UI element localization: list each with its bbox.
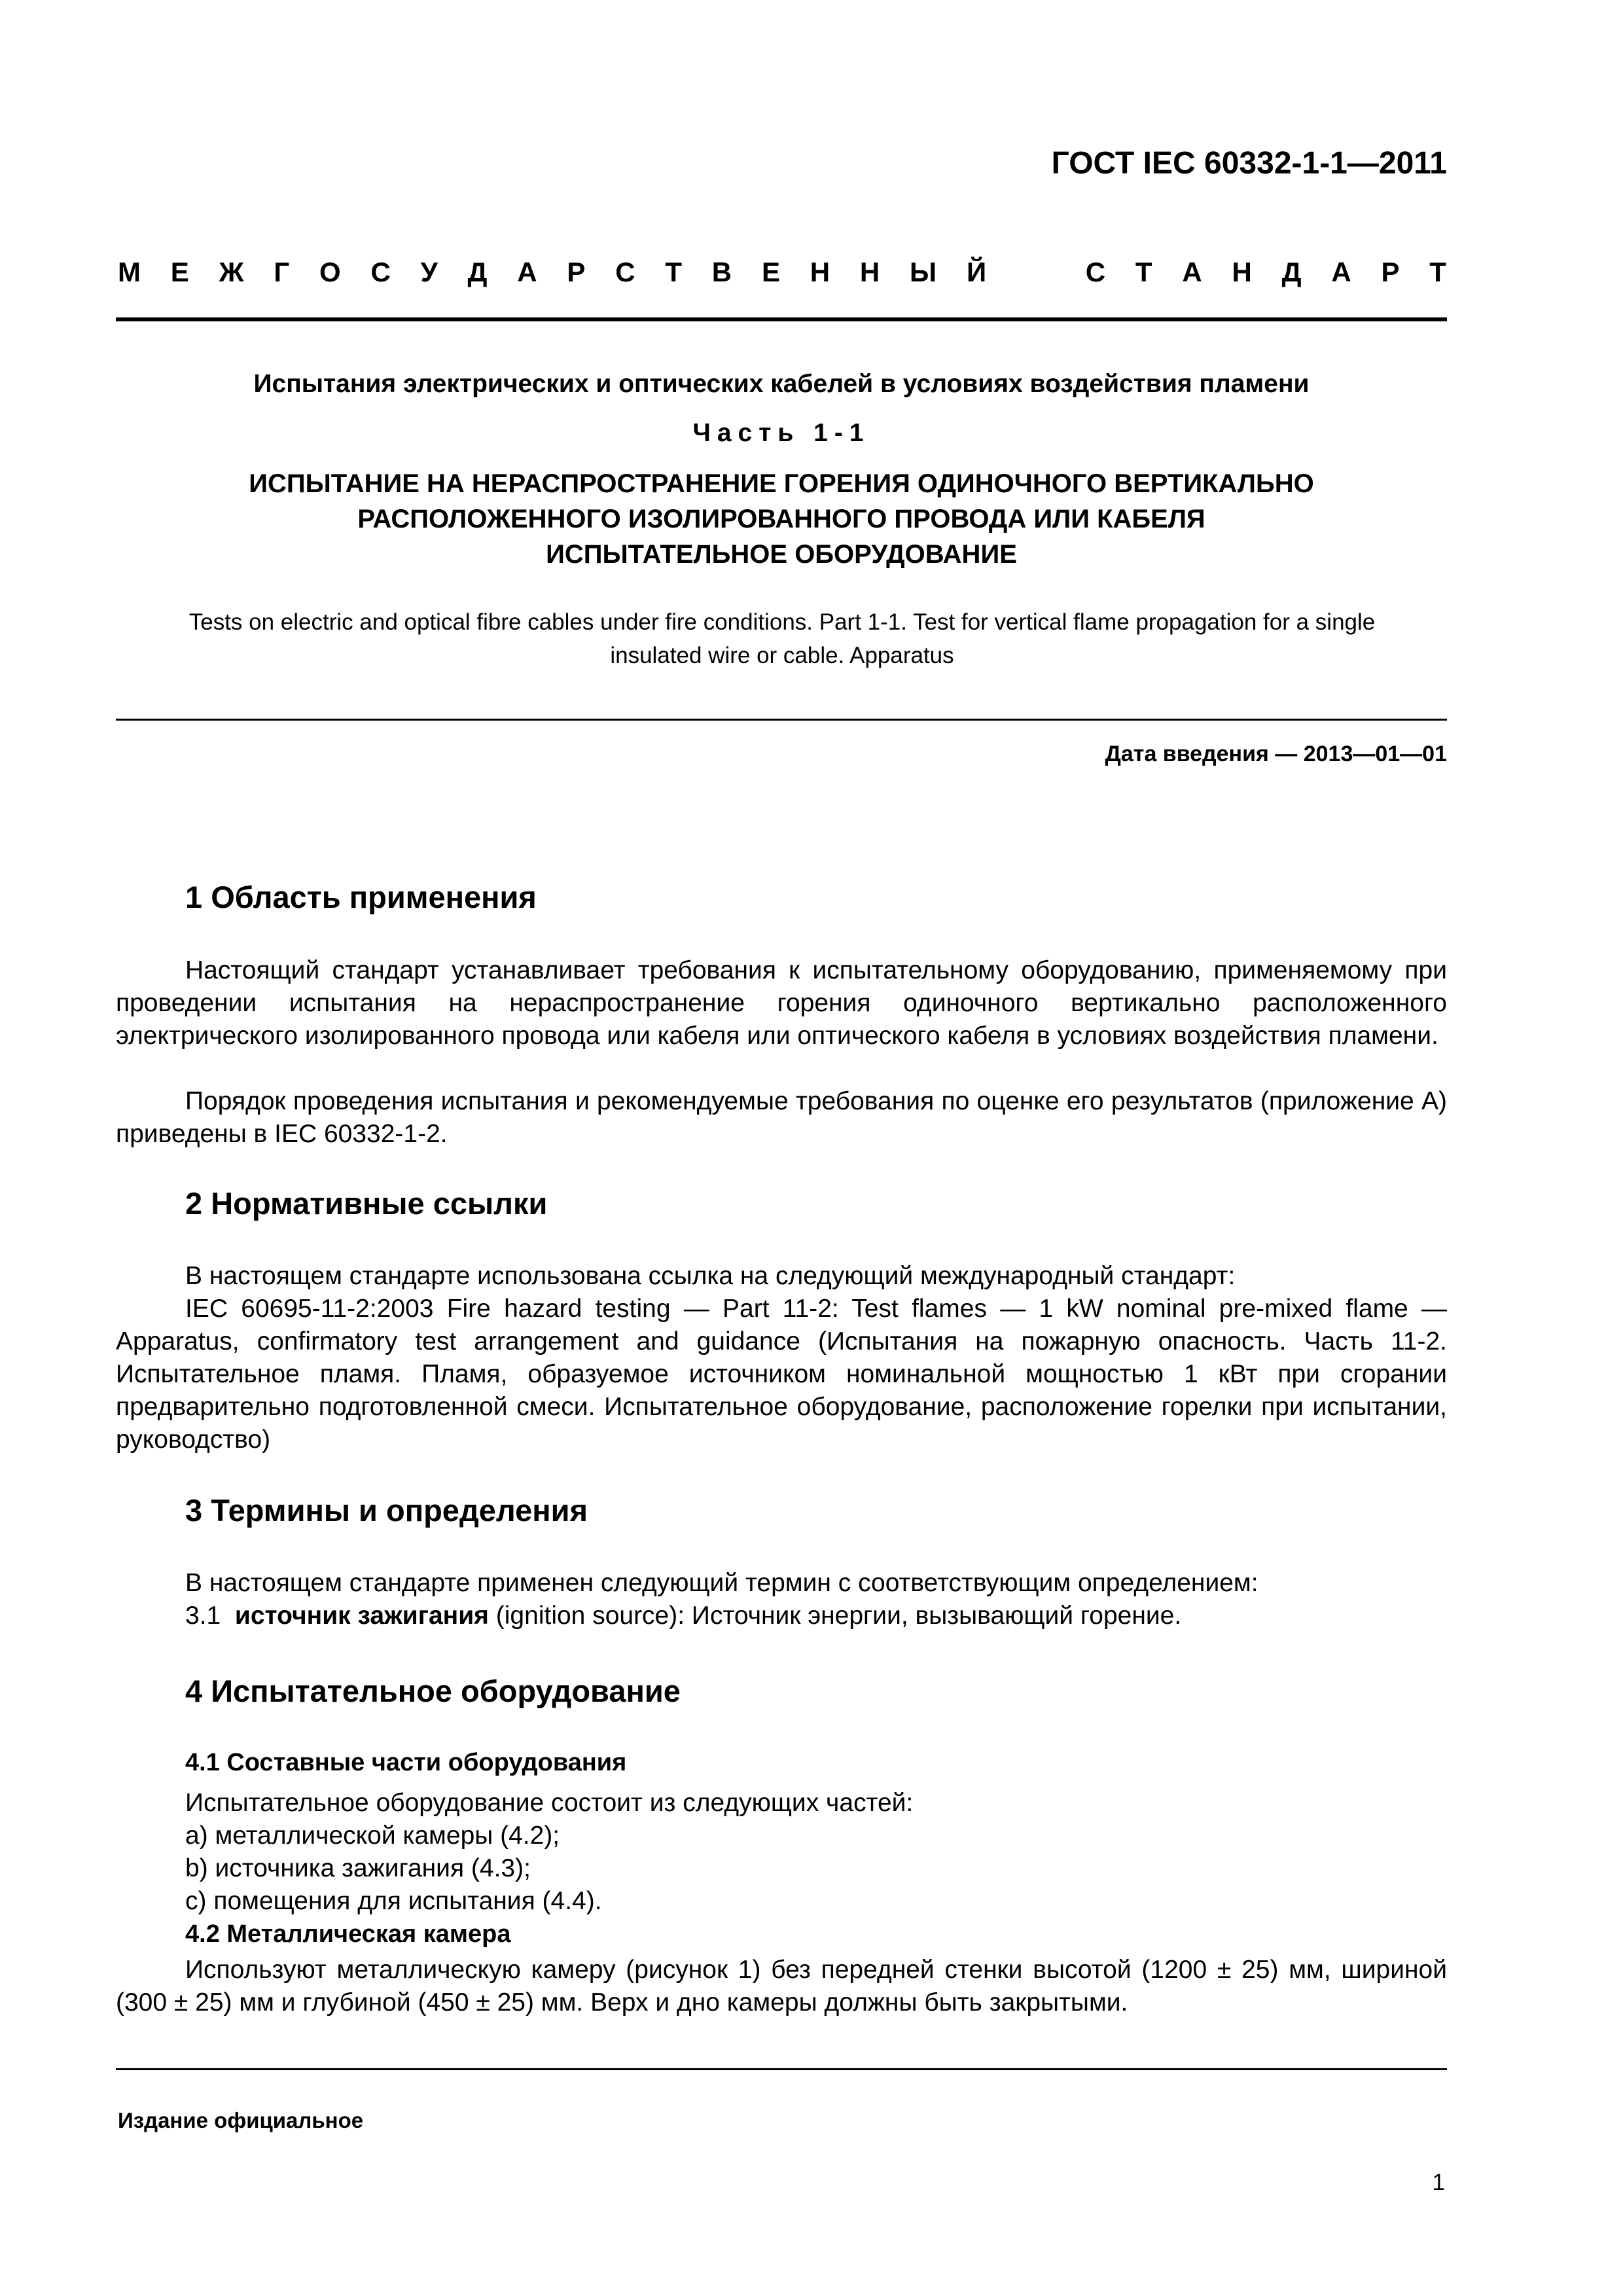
kind-letter: А xyxy=(1182,257,1202,287)
term-definition xyxy=(185,1600,1181,1632)
scope-paragraph: Порядок проведения испытания и рекомендуемые требования по оценке его результатов (приложение А) приведены в IEC 60332-1-2. xyxy=(116,1087,1447,1148)
page-number: 1 xyxy=(1432,2170,1445,2195)
kind-letter: Т xyxy=(1135,257,1152,287)
kind-letter: У xyxy=(420,257,438,287)
kind-letter: Й xyxy=(966,257,987,287)
term-name: источник зажигания xyxy=(234,1602,489,1630)
kind-letter: Н xyxy=(810,257,830,287)
terms-paragraph: В настоящем стандарте применен следующий термин с соответствующим определением: xyxy=(185,1569,1258,1597)
kind-letter: Е xyxy=(170,257,189,287)
kind-letter: Ы xyxy=(910,257,937,287)
references-paragraph: IEC 60695-11-2:2003 Fire hazard testing — Part 11-2: Test flames — 1 kW nominal pre-mixed flame — Apparatus, confirmatory test arrangement and guidance (Испытания на пожарную опасность. Часть 11-2. Испытательное пламя. Пламя, образуемое источником номинальной мощностью 1 кВт при сгорании предварительно подготовленной смеси. Испытательное оборудование, расположение горелки при испытании, руководство) xyxy=(116,1295,1447,1454)
standard-kind-heading xyxy=(118,257,1446,288)
kind-letter: Р xyxy=(567,257,586,287)
references-paragraph: В настоящем стандарте использована ссылка на следующий международный стандарт: xyxy=(185,1262,1236,1290)
word-gap xyxy=(1016,257,1056,288)
document-title: Испытания электрических и оптических кабелей в условиях воздействия пламени xyxy=(253,370,1310,398)
kind-letter: С xyxy=(615,257,635,287)
kind-letter: Ж xyxy=(219,257,244,287)
kind-letter: М xyxy=(118,257,141,287)
kind-letter: Р xyxy=(1381,257,1400,287)
part-label: Часть 1-1 xyxy=(692,419,870,447)
standard-number: ГОСТ IEC 60332-1-1—2011 xyxy=(1051,146,1447,181)
english-title xyxy=(124,605,1440,672)
kind-letter: Г xyxy=(274,257,290,287)
kind-letter: В xyxy=(711,257,732,287)
kind-letter: Д xyxy=(467,257,488,287)
part-title-line: ИСПЫТАНИЕ НА НЕРАСПРОСТРАНЕНИЕ ГОРЕНИЯ ОДИНОЧНОГО ВЕРТИКАЛЬНО xyxy=(249,469,1314,498)
apparatus-intro: Испытательное оборудование состоит из следующих частей: xyxy=(185,1789,914,1817)
kind-letter: А xyxy=(517,257,537,287)
term-text: (ignition source): Источник энергии, вызывающий горение. xyxy=(495,1602,1182,1630)
kind-letter: Т xyxy=(1429,257,1446,287)
kind-letter: Н xyxy=(859,257,880,287)
scope-paragraph: Настоящий стандарт устанавливает требования к испытательному оборудованию, применяемому при проведении испытания на нераспространение горения одиночного вертикально расположенного электрического изолированного провода или кабеля или оптического кабеля в условиях воздействия пламени. xyxy=(116,956,1447,1050)
part-title xyxy=(116,466,1447,572)
section-heading-apparatus: 4 Испытательное оборудование xyxy=(185,1674,681,1708)
section-heading-normative-references: 2 Нормативные ссылки xyxy=(185,1186,548,1221)
kind-letter: О xyxy=(319,257,341,287)
part-title-line: РАСПОЛОЖЕННОГО ИЗОЛИРОВАННОГО ПРОВОДА ИЛИ КАБЕЛЯ xyxy=(357,505,1205,533)
chamber-paragraph: Используют металлическую камеру (рисунок 1) без передней стенки высотой (1200 ± 25) мм, шириной (300 ± 25) мм и глубиной (450 ± 25) мм. Верх и дно камеры должны быть закрытыми. xyxy=(116,1956,1447,2017)
edition-note: Издание официальное xyxy=(118,2108,364,2132)
kind-letter: А xyxy=(1331,257,1351,287)
kind-letter: Т xyxy=(665,257,682,287)
list-item: с) помещения для испытания (4.4). xyxy=(185,1887,602,1915)
section-heading-terms: 3 Термины и определения xyxy=(185,1493,588,1528)
subsection-heading: 4.2 Металлическая камера xyxy=(185,1920,511,1948)
introduction-date: Дата введения — 2013—01—01 xyxy=(1105,742,1447,766)
title-rule xyxy=(116,719,1447,721)
footer-rule xyxy=(116,2068,1447,2070)
list-item: а) металлической камеры (4.2); xyxy=(185,1821,560,1850)
list-item: b) источника зажигания (4.3); xyxy=(185,1854,531,1882)
header-rule xyxy=(116,317,1447,321)
part-title-line: ИСПЫТАТЕЛЬНОЕ ОБОРУДОВАНИЕ xyxy=(546,540,1017,569)
kind-letter: Н xyxy=(1232,257,1252,287)
section-heading-scope: 1 Область применения xyxy=(185,880,537,914)
kind-letter: Д xyxy=(1281,257,1302,287)
kind-letter: С xyxy=(1085,257,1106,287)
english-title-line: Tests on electric and optical fibre cables under fire conditions. Part 1-1. Test for vertical flame propagation for a single xyxy=(188,609,1376,635)
kind-letter: Е xyxy=(761,257,780,287)
subsection-heading: 4.1 Составные части оборудования xyxy=(185,1749,627,1776)
term-number: 3.1 xyxy=(185,1602,221,1630)
kind-letter: С xyxy=(370,257,391,287)
english-title-line: insulated wire or cable. Apparatus xyxy=(610,643,954,668)
